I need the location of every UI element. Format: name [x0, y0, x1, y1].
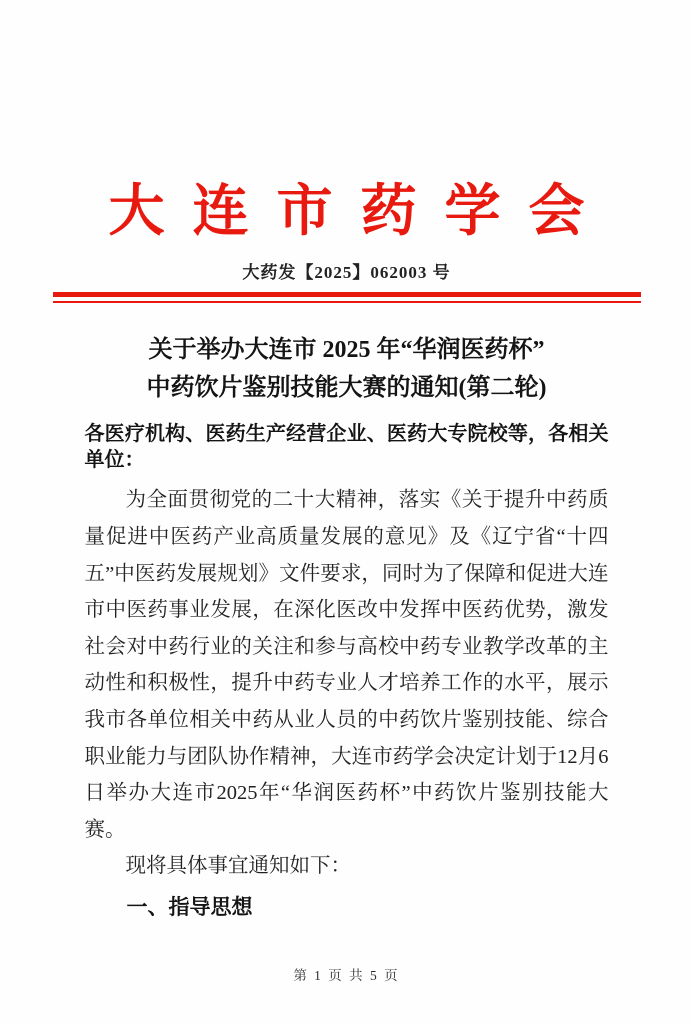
letterhead-divider [53, 292, 641, 303]
divider-thick-line [53, 292, 641, 297]
document-title-line2: 中药饮片鉴别技能大赛的通知(第二轮) [146, 375, 547, 402]
document-title-line1: 关于举办大连市 2025 年“华润医药杯” [148, 337, 545, 364]
document-body [85, 421, 609, 923]
letterhead-org-name: 大连市药学会 [108, 181, 613, 243]
document-number: 大药发【2025】062003 号 [242, 263, 451, 283]
divider-thin-line [53, 301, 641, 303]
body-paragraph-1: 为全面贯彻党的二十大精神，落实《关于提升中药质量促进中医药产业高质量发展的意见》及《辽宁省“十四五”中医药发展规划》文件要求，同时为了保障和促进大连市中医药事业发展，在深化医改中发挥中医药优势，激发社会对中药行业的关注和参与高校中药专业教学改革的主动性和积极性，提升中药专业人才培养工作的水平，展示我市各单位相关中药从业人员的中药饮片鉴别技能、综合职业能力与团队协作精神，大连市药学会决定计划于12月6日举办大连市2025年“华润医药杯”中药饮片鉴别技能大赛。 [84, 489, 609, 841]
section-heading-1: 一、指导思想 [126, 895, 253, 919]
salutation: 各医疗机构、医药生产经营企业、医药大专院校等，各相关单位： [84, 423, 609, 472]
page-number-footer: 第 1 页 共 5 页 [293, 968, 400, 983]
document-title [0, 331, 693, 407]
body-paragraph-2: 现将具体事宜通知如下： [125, 855, 351, 878]
